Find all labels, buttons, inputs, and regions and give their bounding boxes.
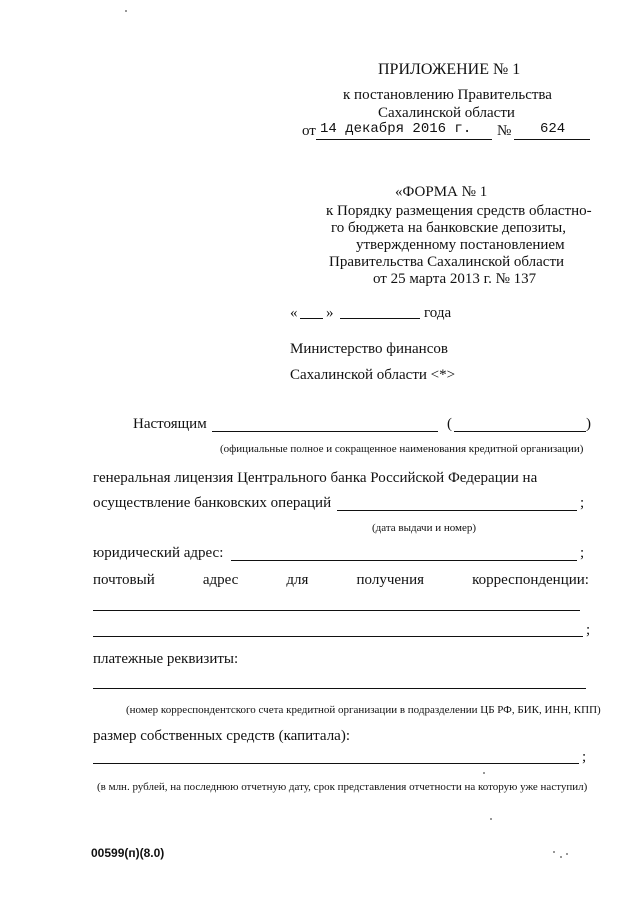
license-blank bbox=[337, 510, 577, 511]
date-day-blank bbox=[300, 318, 323, 319]
scan-speck bbox=[553, 851, 555, 853]
payment-details-blank bbox=[93, 688, 586, 689]
footer-code: 00599(п)(8.0) bbox=[91, 846, 165, 860]
scan-speck bbox=[566, 853, 568, 855]
date-quote-open: « bbox=[290, 305, 298, 321]
resolution-date: 14 декабря 2016 г. bbox=[320, 121, 472, 137]
date-year-suffix: года bbox=[424, 305, 452, 321]
paren-close: ) bbox=[586, 416, 591, 432]
own-funds-blank bbox=[93, 763, 579, 764]
date-month-blank bbox=[340, 318, 420, 319]
form-ref-line-2: го бюджета на банковские депозиты, bbox=[331, 220, 567, 236]
legal-address-label: юридический адрес: bbox=[93, 545, 224, 561]
org-name-blank bbox=[212, 431, 438, 432]
addressee-line-1: Министерство финансов bbox=[290, 341, 448, 357]
postal-word-3: для bbox=[286, 572, 309, 588]
hint-payment: (номер корреспондентского счета кредитной организации в подразделении ЦБ РФ, БИК, ИНН, КПП) bbox=[126, 704, 601, 716]
form-ref-line-4: Правительства Сахалинской области bbox=[329, 254, 565, 270]
hint-funds: (в млн. рублей, на последнюю отчетную дату, срок представления отчетности на которую уже наступил) bbox=[97, 781, 588, 793]
postal-address-blank-2 bbox=[93, 636, 583, 637]
number-label: № bbox=[497, 123, 512, 139]
hint-org-name: (официальные полное и сокращенное наименования кредитной организации) bbox=[220, 443, 584, 455]
postal-address-label bbox=[93, 572, 589, 589]
payment-details-label: платежные реквизиты: bbox=[93, 651, 239, 667]
scan-speck bbox=[560, 856, 562, 858]
date-quote-close: » bbox=[326, 305, 334, 321]
postal-word-1: почтовый bbox=[93, 572, 155, 588]
addressee-line-2: Сахалинской области <*> bbox=[290, 367, 456, 383]
postal-word-5: корреспонденции: bbox=[472, 572, 589, 588]
resolution-date-underline bbox=[316, 139, 492, 140]
postal-address-blank-1 bbox=[93, 610, 580, 611]
region-name: Сахалинской области bbox=[378, 105, 515, 121]
postal-word-4: получения bbox=[356, 572, 425, 588]
license-semicolon: ; bbox=[580, 495, 585, 511]
postal-address-semicolon: ; bbox=[586, 622, 591, 638]
form-ref-line-1: к Порядку размещения средств областно- bbox=[326, 203, 592, 219]
scan-speck bbox=[483, 772, 485, 774]
resolution-ref: к постановлению Правительства bbox=[343, 87, 552, 103]
scan-speck bbox=[490, 818, 492, 820]
legal-address-semicolon: ; bbox=[580, 545, 585, 561]
own-funds-label: размер собственных средств (капитала): bbox=[93, 728, 351, 744]
form-title: «ФОРМА № 1 bbox=[395, 184, 488, 200]
own-funds-semicolon: ; bbox=[582, 749, 587, 765]
org-short-name-blank bbox=[454, 431, 586, 432]
postal-word-2: адрес bbox=[202, 572, 239, 588]
paren-open: ( bbox=[447, 416, 452, 432]
appendix-title: ПРИЛОЖЕНИЕ № 1 bbox=[378, 61, 521, 78]
hereby-label: Настоящим bbox=[133, 416, 207, 432]
hint-license: (дата выдачи и номер) bbox=[372, 522, 477, 534]
date-from-label: от bbox=[302, 123, 316, 139]
scan-speck bbox=[125, 10, 127, 12]
resolution-number: 624 bbox=[540, 121, 566, 137]
resolution-number-underline bbox=[514, 139, 590, 140]
form-ref-line-5: от 25 марта 2013 г. № 137 bbox=[373, 271, 537, 287]
license-line-1: генеральная лицензия Центрального банка Российской Федерации на bbox=[93, 470, 538, 486]
legal-address-blank bbox=[231, 560, 577, 561]
license-line-2: осуществление банковских операций bbox=[93, 495, 332, 511]
form-ref-line-3: утвержденному постановлением bbox=[356, 237, 565, 253]
